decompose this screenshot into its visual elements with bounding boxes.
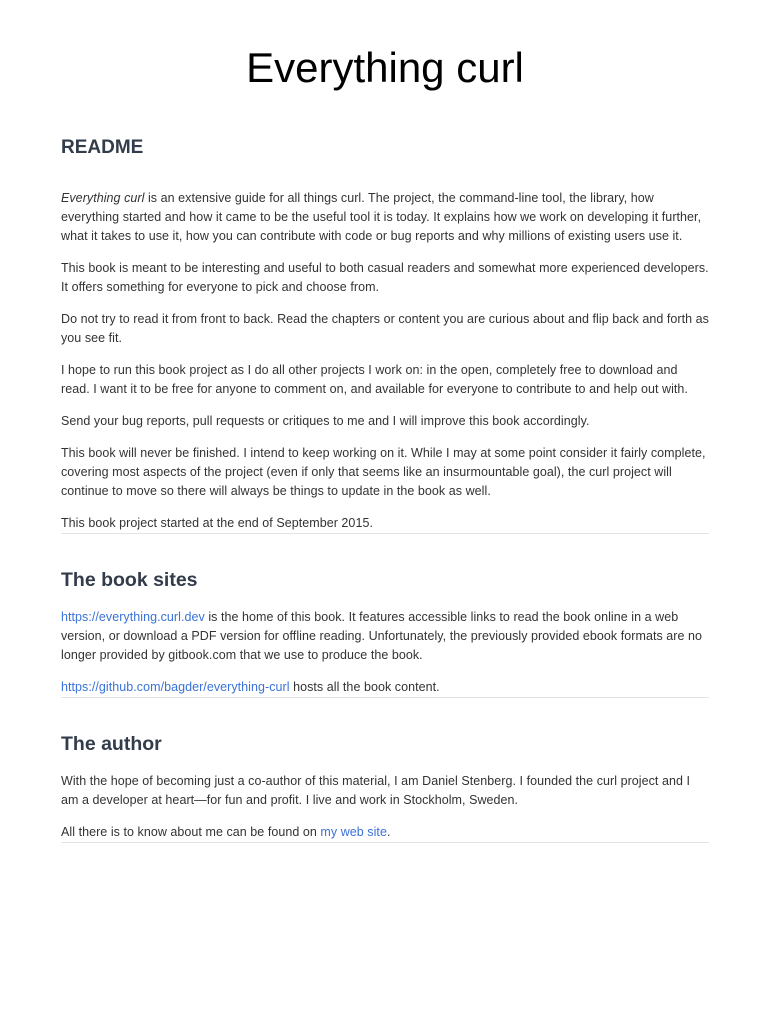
author-more-paragraph [61,823,709,842]
author-website-link[interactable]: my web site [320,825,387,839]
github-text: hosts all the book content. [289,680,440,694]
everything-curl-link[interactable]: https://everything.curl.dev [61,610,205,624]
readme-intro-text: is an extensive guide for all things curl. The project, the command-line tool, the library, how everything started and how it came to be the useful tool it is today. It explains how we work on developing it further, what it takes to use it, how you can contribute with code or bug reports and why millions of existing users use it. [61,191,702,243]
readme-paragraph-open: I hope to run this book project as I do all other projects I work on: in the open, completely free to download and read. I want it to be free for anyone to comment on, and available for everyone to contribute to and help out with. [61,363,688,396]
book-sites-paragraph [61,608,709,665]
readme-paragraph-reading: Do not try to read it from front to back. Read the chapters or content you are curious about and flip back and forth as you see fit. [61,312,709,345]
readme-paragraph-unfinished: This book will never be finished. I intend to keep working on it. While I may at some point consider it fairly complete, covering most aspects of the project (even if only that seems like an insurmountable goal), the curl project will continue to move so there will always be things to update in the book as well. [61,446,706,498]
author-heading: The author [61,733,162,755]
author-more-prefix: All there is to know about me can be found on [61,825,321,839]
readme-paragraph-audience: This book is meant to be interesting and useful to both casual readers and somewhat more experienced developers. It offers something for everyone to pick and choose from. [61,261,709,294]
author-more-suffix: . [386,825,391,839]
readme-heading: README [61,137,144,158]
book-title-emphasis: Everything curl [61,191,145,205]
author-bio-paragraph: With the hope of becoming just a co-author of this material, I am Daniel Stenberg. I founded the curl project and I am a developer at heart—for fun and profit. I live and work in Stockholm, Sweden. [61,774,691,807]
book-sites-text: is the home of this book. It features accessible links to read the book online in a web version, or download a PDF version for offline reading. Unfortunately, the previously provided ebook formats are no longer provided by gitbook.com that we use to produce the book. [61,610,703,662]
document-title: Everything curl [246,44,524,91]
book-sites-heading: The book sites [61,569,198,591]
github-repo-link[interactable]: https://github.com/bagder/everything-curl [61,680,290,694]
section-divider [61,697,709,698]
readme-paragraph-started: This book project started at the end of September 2015. [61,516,373,530]
section-divider [61,842,709,843]
readme-paragraph-feedback: Send your bug reports, pull requests or critiques to me and I will improve this book accordingly. [61,414,590,428]
github-paragraph [61,678,709,697]
section-divider [61,533,709,534]
readme-intro-paragraph [61,189,709,246]
